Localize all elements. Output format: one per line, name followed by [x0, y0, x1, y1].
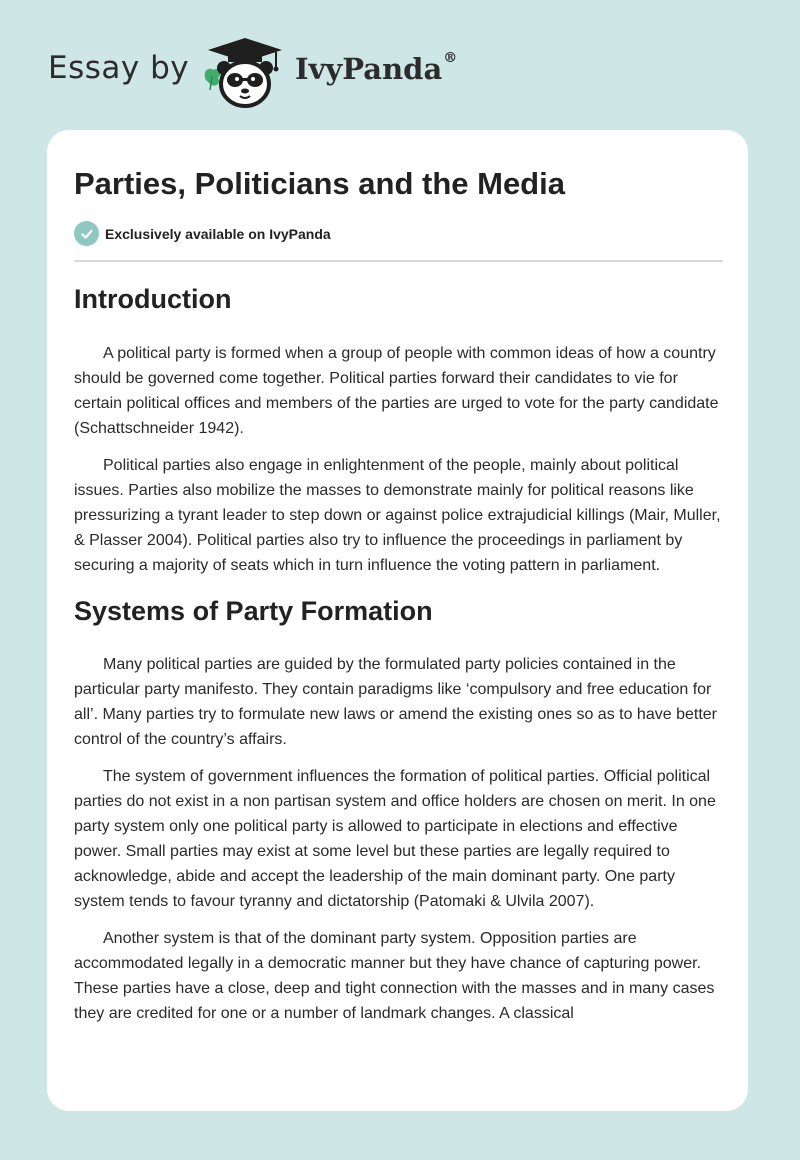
paragraph: Another system is that of the dominant party system. Opposition parties are accommodated legally in a democratic manner but they have chance of capturing power. These parties have a close, deep and tight connection with the masses and in many cases they are credited for one or a number of landmark changes. A classical — [74, 930, 715, 1022]
paragraph: The system of government influences the formation of political parties. Official political parties do not exist in a non partisan system and office holders are chosen on merit. In one party system only one political party is allowed to participate in elections and effective power. Small parties may exist at some level but these parties are legally required to acknowledge, abide and accept the leadership of the main dominant party. One party system tends to favour tyranny and dictatorship (Patomaki & Ulvila 2007). — [74, 768, 716, 910]
section-heading-systems: Systems of Party Formation — [74, 596, 433, 626]
badge-label: Exclusively available on IvyPanda — [105, 225, 331, 242]
title-divider — [74, 260, 723, 262]
paragraph: A political party is formed when a group of people with common ideas of how a country should be governed come together. Political parties forward their candidates to vie for certain political offices and members of the parties are urged to vote for the party candidate (Schattschneider 1942). — [74, 345, 719, 437]
check-icon — [74, 221, 99, 246]
brand-name[interactable] — [295, 52, 457, 86]
site-header — [48, 30, 528, 110]
paragraph: Many political parties are guided by the formulated party policies contained in the particular party manifesto. They contain paradigms like ‘compulsory and free education for all’. Many parties try to formulate new laws or amend the existing ones so as to have better control of the country’s affairs. — [74, 656, 717, 748]
essay-body — [74, 278, 724, 1038]
exclusive-badge — [74, 221, 331, 246]
brand-label: IvyPanda — [295, 52, 443, 86]
essay-title: Parties, Politicians and the Media — [74, 166, 565, 201]
essay-by-label: Essay by — [48, 50, 190, 86]
registered-mark: ® — [443, 50, 458, 66]
panda-graduate-logo-icon[interactable] — [200, 36, 290, 110]
section-heading-introduction: Introduction — [74, 284, 232, 314]
paragraph: Political parties also engage in enlightenment of the people, mainly about political issues. Parties also mobilize the masses to demonstrate mainly for political reasons like pressurizing a tyrant leader to step down or against police extrajudicial killings (Mair, Muller, & Plasser 2004). Political parties also try to influence the proceedings in parliament by securing a majority of seats which in turn influence the voting pattern in parliament. — [74, 457, 721, 574]
essay-card — [47, 130, 748, 1111]
